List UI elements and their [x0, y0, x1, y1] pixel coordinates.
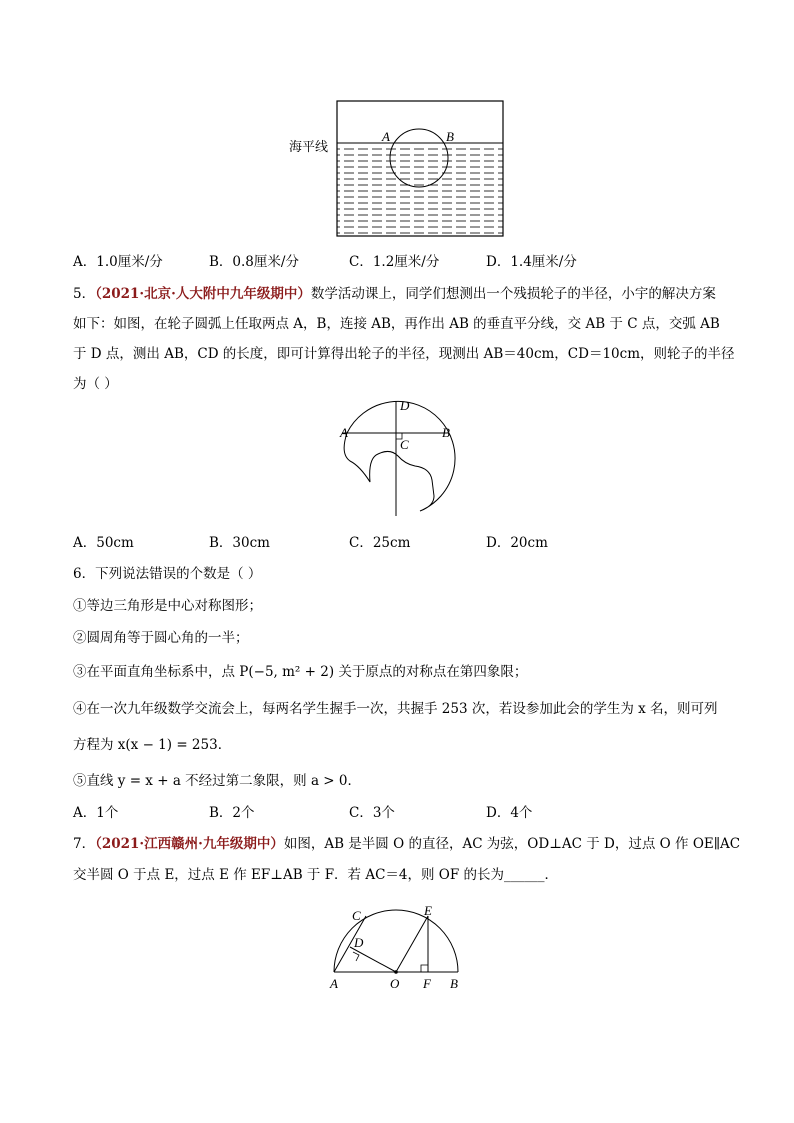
q5-option-b: B．30cm — [209, 535, 270, 551]
q5-line3: 于 D 点，测出 AB，CD 的长度，即可计算得出轮子的半径，现测出 AB＝40cm，CD＝10cm，则轮子的半径 — [73, 346, 735, 362]
q5-option-a: A．50cm — [73, 535, 134, 551]
q6-statement-4a: ④在一次九年级数学交流会上，每两名学生握手一次，共握手 253 次，若设参加此会的学生为 x 名，则可列 — [73, 701, 718, 717]
q6-option-a: A．1个 — [73, 805, 119, 821]
q7-source: （2021·江西赣州·九年级期中） — [95, 836, 284, 852]
label-o: O — [390, 976, 400, 991]
label-e: E — [424, 903, 432, 918]
wheel-figure — [330, 396, 460, 520]
label-c: C — [400, 437, 409, 452]
q6-option-c: C．3个 — [349, 805, 395, 821]
q4-option-d: D．1.4厘米/分 — [486, 254, 577, 270]
label-a: A — [330, 976, 338, 991]
q5-number: 5． — [73, 286, 96, 302]
q5-line1 — [73, 282, 716, 302]
label-d: D — [400, 398, 410, 413]
semicircle-figure — [326, 902, 466, 994]
q6-statement-4b: 方程为 x(x − 1) = 253． — [73, 737, 232, 753]
label-b: B — [450, 976, 458, 991]
label-a: A — [382, 129, 390, 144]
q7-line2: 交半圆 O 于点 E，过点 E 作 EF⊥AB 于 F．若 AC＝4，则 OF 的长为______． — [73, 867, 559, 883]
water-tank-figure — [330, 98, 508, 240]
label-c: C — [352, 908, 361, 923]
q4-option-a: A．1.0厘米/分 — [73, 254, 163, 270]
q7-line1 — [73, 832, 740, 852]
q5-line4: 为（ ） — [73, 376, 118, 392]
q4-option-b: B．0.8厘米/分 — [209, 254, 299, 270]
label-b: B — [442, 425, 450, 440]
q4-option-c: C．1.2厘米/分 — [349, 254, 440, 270]
q5-option-c: C．25cm — [349, 535, 411, 551]
q7-number: 7． — [73, 836, 96, 852]
label-f: F — [423, 976, 431, 991]
q6-statement-3: ③在平面直角坐标系中，点 P(−5, m² + 2) 关于原点的对称点在第四象限； — [73, 664, 528, 680]
q6-option-b: B．2个 — [209, 805, 255, 821]
label-a: A — [340, 425, 348, 440]
q6-statement-1: ①等边三角形是中心对称图形； — [73, 598, 262, 614]
q6-statement-5: ⑤直线 y = x + a 不经过第二象限，则 a > 0． — [73, 773, 361, 789]
q5-line2: 如下：如图，在轮子圆弧上任取两点 A，B，连接 AB，再作出 AB 的垂直平分线，交 AB 于 C 点，交弧 AB — [73, 316, 720, 332]
q5-option-d: D．20cm — [486, 535, 548, 551]
q5-text: 数学活动课上，同学们想测出一个残损轮子的半径，小宇的解决方案 — [310, 286, 716, 302]
q5-source: （2021·北京·人大附中九年级期中） — [95, 286, 311, 302]
sea-level-label: 海平线 — [289, 140, 329, 155]
q6-statement-2: ②圆周角等于圆心角的一半； — [73, 630, 249, 646]
label-d: D — [354, 935, 364, 950]
label-b: B — [446, 129, 454, 144]
q7-text: 如图，AB 是半圆 O 的直径，AC 为弦，OD⊥AC 于 D，过点 O 作 OE∥AC — [283, 836, 741, 852]
q6-option-d: D．4个 — [486, 805, 533, 821]
q6-stem: 6．下列说法错误的个数是（ ） — [73, 566, 262, 582]
